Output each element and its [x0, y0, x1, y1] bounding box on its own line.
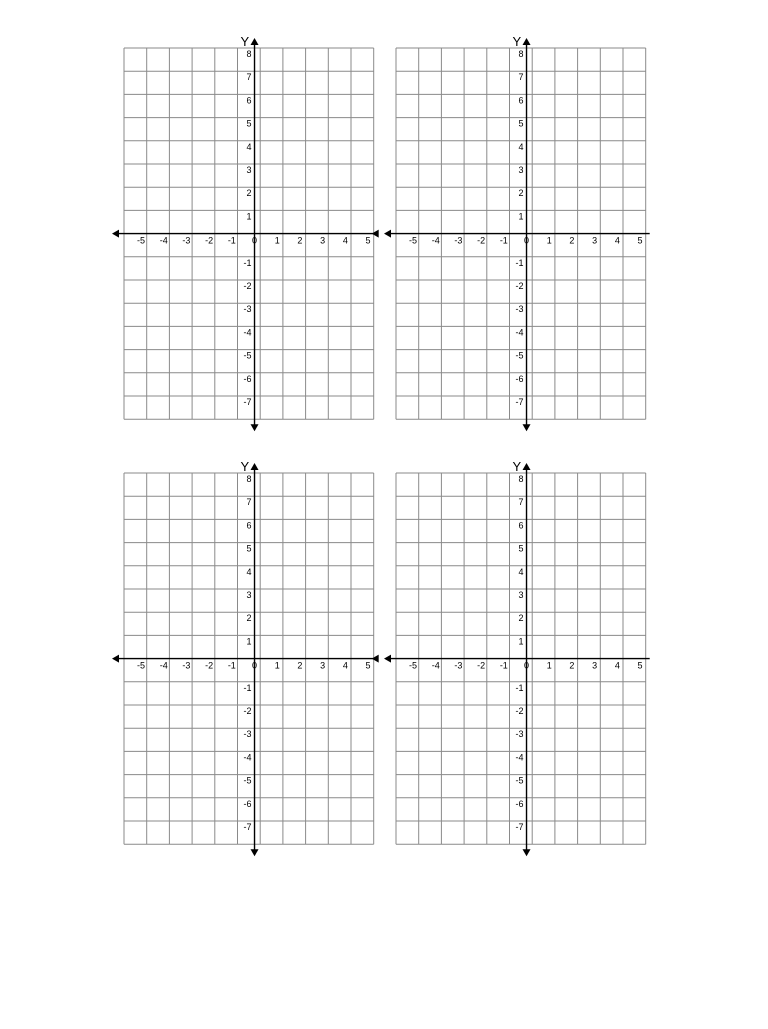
- y-tick-label: 7: [518, 72, 524, 83]
- y-tick-label: 4: [246, 566, 252, 577]
- y-tick-label: -1: [243, 257, 252, 268]
- y-tick-label: -3: [243, 304, 252, 315]
- x-tick-label: 2: [569, 235, 575, 246]
- x-tick-label: 0: [252, 660, 258, 671]
- y-tick-label: 4: [246, 141, 252, 152]
- y-axis-label: Y: [240, 34, 250, 49]
- x-tick-label: 1: [274, 235, 280, 246]
- arrow-up-icon: [251, 463, 259, 470]
- y-tick-label: 3: [518, 165, 524, 175]
- y-tick-label: 7: [246, 497, 252, 508]
- y-axis-label: Y: [512, 459, 522, 474]
- y-tick-label: -2: [243, 281, 252, 291]
- x-tick-label: 4: [342, 235, 348, 246]
- y-tick-label: -7: [243, 397, 252, 407]
- x-tick-label: 0: [524, 235, 530, 246]
- y-tick-label: 6: [518, 520, 524, 531]
- x-tick-label: -2: [205, 660, 214, 671]
- y-tick-label: 1: [246, 636, 252, 647]
- y-tick-label: 5: [246, 543, 252, 554]
- y-tick-label: 4: [518, 566, 524, 577]
- y-tick-label: 3: [246, 590, 252, 600]
- y-tick-label: -1: [243, 682, 252, 693]
- x-tick-label: -1: [227, 660, 236, 671]
- y-tick-label: -4: [515, 752, 524, 763]
- x-tick-label: -3: [454, 235, 463, 246]
- x-tick-label: -2: [477, 660, 486, 671]
- arrow-up-icon: [251, 38, 259, 45]
- y-tick-label: -5: [515, 350, 524, 361]
- x-tick-label: -4: [431, 235, 440, 246]
- x-tick-label: -4: [159, 660, 168, 671]
- y-tick-label: -4: [243, 752, 252, 763]
- y-tick-label: 3: [518, 590, 524, 600]
- y-tick-label: 6: [246, 95, 252, 106]
- y-tick-label: -2: [515, 706, 524, 716]
- x-tick-label: -4: [431, 660, 440, 671]
- coordinate-grid-4: [384, 459, 650, 856]
- x-tick-label: -5: [137, 660, 146, 671]
- x-tick-label: -2: [205, 235, 214, 246]
- y-tick-label: 2: [518, 188, 524, 199]
- x-tick-label: 5: [637, 660, 643, 671]
- y-tick-label: 7: [246, 72, 252, 83]
- x-tick-label: 0: [252, 235, 258, 246]
- x-tick-label: -5: [409, 660, 418, 671]
- x-tick-label: 3: [320, 235, 326, 246]
- x-tick-label: 1: [546, 235, 552, 246]
- x-tick-label: -1: [499, 235, 508, 246]
- x-tick-label: -3: [182, 660, 191, 671]
- arrow-left-icon: [372, 230, 379, 238]
- y-tick-label: 2: [246, 613, 252, 624]
- y-tick-label: -5: [243, 350, 252, 361]
- y-tick-label: 1: [246, 211, 252, 222]
- y-tick-label: 8: [246, 474, 252, 484]
- y-tick-label: -7: [515, 397, 524, 407]
- coordinate-grid-2: [384, 34, 650, 431]
- y-tick-label: 8: [518, 474, 524, 484]
- x-tick-label: 5: [365, 235, 371, 246]
- y-tick-label: -5: [515, 775, 524, 786]
- x-tick-label: 2: [569, 660, 575, 671]
- y-tick-label: 1: [518, 636, 524, 647]
- x-tick-label: -1: [499, 660, 508, 671]
- y-tick-label: -6: [515, 798, 524, 809]
- y-axis-label: Y: [512, 34, 522, 49]
- y-tick-label: -4: [515, 327, 524, 338]
- arrow-left-icon: [112, 230, 119, 238]
- y-tick-label: 5: [246, 118, 252, 129]
- x-tick-label: 3: [592, 660, 598, 671]
- y-tick-label: -2: [243, 706, 252, 716]
- x-tick-label: -3: [454, 660, 463, 671]
- y-tick-label: 2: [246, 188, 252, 199]
- y-tick-label: 5: [518, 543, 524, 554]
- x-tick-label: -3: [182, 235, 191, 246]
- y-tick-label: 2: [518, 613, 524, 624]
- y-axis-label: Y: [240, 459, 250, 474]
- y-tick-label: -1: [515, 682, 524, 693]
- y-tick-label: -3: [515, 304, 524, 315]
- x-tick-label: 4: [614, 660, 620, 671]
- y-tick-label: -6: [243, 798, 252, 809]
- x-tick-label: 3: [320, 660, 326, 671]
- x-tick-label: 5: [637, 235, 643, 246]
- arrow-down-icon: [523, 849, 531, 856]
- x-tick-label: 1: [274, 660, 280, 671]
- x-tick-label: 1: [546, 660, 552, 671]
- arrow-left-icon: [112, 655, 119, 663]
- x-tick-label: 5: [365, 660, 371, 671]
- x-tick-label: 4: [342, 660, 348, 671]
- y-tick-label: 7: [518, 497, 524, 508]
- coordinate-grid-3: [112, 459, 379, 856]
- y-tick-label: -2: [515, 281, 524, 291]
- y-tick-label: -7: [243, 822, 252, 832]
- arrow-left-icon: [384, 230, 391, 238]
- x-tick-label: 2: [297, 235, 303, 246]
- x-tick-label: -4: [159, 235, 168, 246]
- arrow-left-icon: [384, 655, 391, 663]
- y-tick-label: -4: [243, 327, 252, 338]
- y-tick-label: -1: [515, 257, 524, 268]
- arrow-down-icon: [251, 424, 259, 431]
- arrow-left-icon: [372, 655, 379, 663]
- arrow-up-icon: [523, 38, 531, 45]
- y-tick-label: 8: [518, 49, 524, 59]
- coordinate-grid-1: [112, 34, 379, 431]
- x-tick-label: -2: [477, 235, 486, 246]
- y-tick-label: 6: [518, 95, 524, 106]
- y-tick-label: -3: [515, 729, 524, 740]
- y-tick-label: 8: [246, 49, 252, 59]
- arrow-up-icon: [523, 463, 531, 470]
- x-tick-label: -5: [409, 235, 418, 246]
- y-tick-label: -3: [243, 729, 252, 740]
- y-tick-label: 3: [246, 165, 252, 175]
- x-tick-label: 0: [524, 660, 530, 671]
- x-tick-label: 2: [297, 660, 303, 671]
- x-tick-label: -1: [227, 235, 236, 246]
- arrow-down-icon: [251, 849, 259, 856]
- arrow-down-icon: [523, 424, 531, 431]
- y-tick-label: -6: [243, 373, 252, 384]
- x-tick-label: 3: [592, 235, 598, 246]
- y-tick-label: -5: [243, 775, 252, 786]
- x-tick-label: -5: [137, 235, 146, 246]
- x-tick-label: 4: [614, 235, 620, 246]
- y-tick-label: 1: [518, 211, 524, 222]
- y-tick-label: 6: [246, 520, 252, 531]
- y-tick-label: 5: [518, 118, 524, 129]
- y-tick-label: 4: [518, 141, 524, 152]
- y-tick-label: -6: [515, 373, 524, 384]
- y-tick-label: -7: [515, 822, 524, 832]
